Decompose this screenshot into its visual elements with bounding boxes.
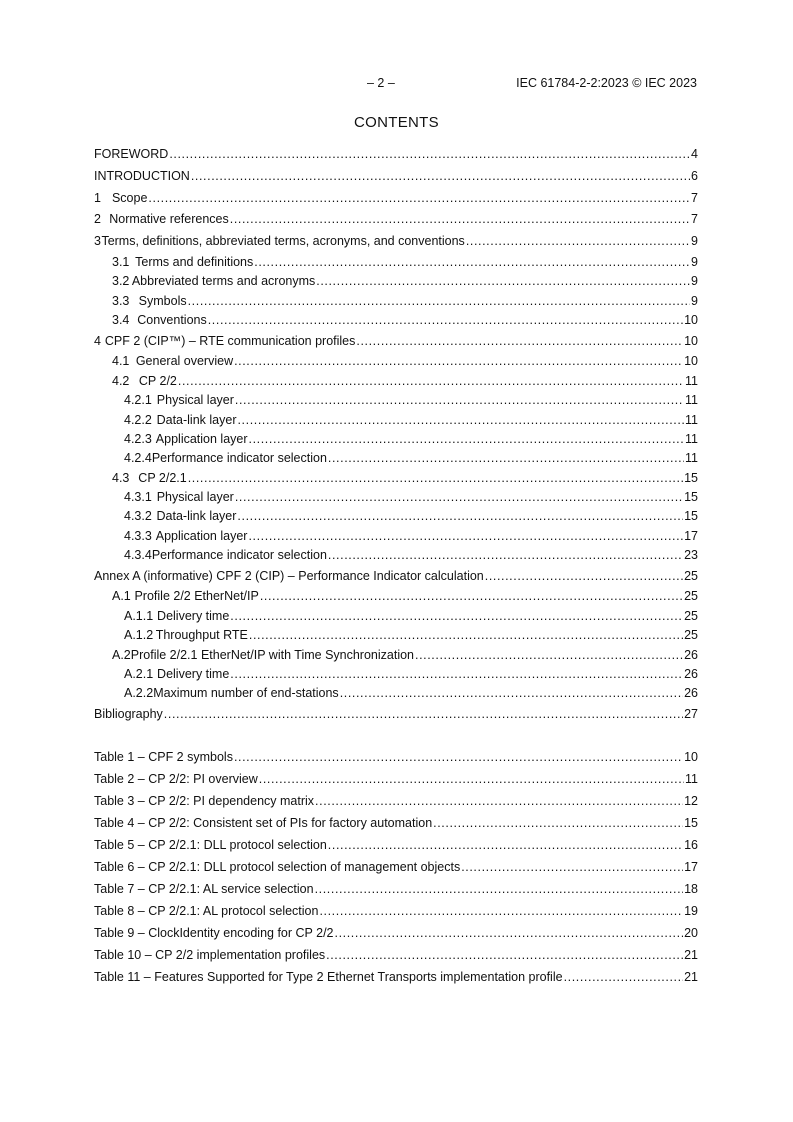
list-of-tables xyxy=(94,746,698,988)
toc-entry-table[interactable] xyxy=(94,746,698,768)
dot-leader xyxy=(230,209,690,231)
toc-entry[interactable] xyxy=(94,566,698,588)
toc-entry-number: A.2.2 xyxy=(124,686,154,701)
toc-entry-number: 4.2.4 xyxy=(124,451,152,466)
toc-entry-page: 18 xyxy=(684,882,698,896)
dot-leader xyxy=(356,331,683,353)
toc-entry-label: Abbreviated terms and acronyms xyxy=(131,274,316,289)
contents-title: CONTENTS xyxy=(354,114,439,131)
toc-entry-label: Application layer xyxy=(155,528,248,543)
toc-entry[interactable] xyxy=(94,684,698,703)
toc-entry-page: 20 xyxy=(684,926,698,940)
toc-entry-label: Physical layer xyxy=(156,490,234,505)
toc-entry-label: CP 2/2 xyxy=(138,373,177,388)
dot-leader xyxy=(188,469,683,488)
toc-entry-page: 15 xyxy=(684,816,698,830)
toc-entry-number: 2 xyxy=(94,212,101,227)
toc-entry-page: 25 xyxy=(684,628,698,643)
toc-entry[interactable] xyxy=(94,391,698,410)
toc-entry-label: Application layer xyxy=(155,431,248,446)
toc-entry-page: 25 xyxy=(684,608,698,623)
toc-entry[interactable] xyxy=(94,704,698,726)
toc-entry-number: 3.3 xyxy=(112,293,130,308)
toc-entry-number: 3.4 xyxy=(112,313,130,328)
toc-entry-page: 25 xyxy=(684,589,698,604)
toc-entry[interactable] xyxy=(94,665,698,684)
dot-leader xyxy=(466,231,690,253)
toc-entry-page: 15 xyxy=(684,490,698,505)
toc-entry-page: 10 xyxy=(684,313,698,328)
dot-leader xyxy=(340,684,683,703)
toc-entry[interactable] xyxy=(94,507,698,526)
toc-entry-number: 4.3.2 xyxy=(124,509,152,524)
toc-entry-number: 4.3 xyxy=(112,470,130,485)
toc-entry[interactable] xyxy=(94,331,698,353)
dot-leader xyxy=(564,966,684,988)
toc-entry-label: Physical layer xyxy=(156,393,234,408)
toc-entry-number: 4.3.4 xyxy=(124,548,152,563)
dot-leader xyxy=(248,527,683,546)
toc-entry-number: 4.1 xyxy=(112,354,130,369)
dot-leader xyxy=(433,812,683,834)
toc-entry-table[interactable] xyxy=(94,922,698,944)
dot-leader xyxy=(164,704,683,726)
toc-entry[interactable] xyxy=(94,449,698,468)
toc-entry[interactable] xyxy=(94,430,698,449)
toc-entry-page: 11 xyxy=(685,393,698,408)
toc-entry-label: Data-link layer xyxy=(156,412,237,427)
toc-entry-page: 4 xyxy=(691,147,698,161)
toc-entry-label: Terms, definitions, abbreviated terms, acronyms, and conventions xyxy=(101,234,465,249)
toc-entry-label: Symbols xyxy=(138,293,187,308)
toc-entry-label: Profile 2/2.1 EtherNet/IP with Time Synchronization xyxy=(130,647,415,662)
toc-entry-page: 17 xyxy=(684,860,698,874)
toc-entry-label: Terms and definitions xyxy=(135,254,254,269)
toc-entry-page: 26 xyxy=(684,647,698,662)
toc-entry[interactable] xyxy=(94,209,698,231)
toc-entry-label: FOREWORD xyxy=(94,147,169,161)
toc-entry-number: A.2.1 xyxy=(124,667,154,681)
toc-entry[interactable] xyxy=(94,272,698,291)
dot-leader xyxy=(234,352,683,371)
dot-leader xyxy=(485,566,683,588)
dot-leader xyxy=(415,646,683,665)
toc-entry-label: General overview xyxy=(135,354,234,369)
toc-entry-label: Delivery time xyxy=(157,608,230,623)
toc-entry-page: 17 xyxy=(684,528,698,543)
dot-leader xyxy=(234,746,683,768)
toc-entry[interactable] xyxy=(94,311,698,330)
toc-entry-label: Scope xyxy=(111,190,148,205)
page-number: – 2 – xyxy=(367,76,395,90)
dot-leader xyxy=(148,188,690,210)
toc-entry-page: 10 xyxy=(684,750,698,764)
toc-entry-page: 9 xyxy=(691,274,698,289)
dot-leader xyxy=(315,790,683,812)
dot-leader xyxy=(230,665,683,684)
toc-entry-label: Table 3 – CP 2/2: PI dependency matrix xyxy=(94,794,315,808)
dot-leader xyxy=(328,546,683,565)
toc-entry-number: 4 xyxy=(94,333,101,348)
toc-entry-number: 4.2 xyxy=(112,373,130,388)
toc-entry-page: 11 xyxy=(685,451,698,466)
toc-entry-label: Table 5 – CP 2/2.1: DLL protocol selection xyxy=(94,838,327,852)
toc-entry-number: A.1.2 xyxy=(124,628,154,643)
toc-entry-page: 9 xyxy=(691,254,698,269)
toc-entry-page: 19 xyxy=(684,904,698,918)
toc-entry-page: 9 xyxy=(691,293,698,308)
toc-entry-number: A.1 xyxy=(112,589,131,604)
dot-leader xyxy=(260,587,683,606)
toc-entry-page: 11 xyxy=(685,412,698,427)
toc-entry-page: 16 xyxy=(684,838,698,852)
dot-leader xyxy=(237,507,683,526)
toc-entry-page: 26 xyxy=(684,667,698,681)
toc-entry-label: INTRODUCTION xyxy=(94,168,190,183)
dot-leader xyxy=(249,430,685,449)
toc-entry-page: 15 xyxy=(684,470,698,485)
dot-leader xyxy=(178,372,684,391)
dot-leader xyxy=(208,311,683,330)
dot-leader xyxy=(191,166,690,188)
toc-entry-number: 4.3.1 xyxy=(124,490,152,505)
toc-entry-label: Profile 2/2 EtherNet/IP xyxy=(134,589,259,604)
toc-entry-page: 12 xyxy=(684,794,698,808)
toc-entry-table[interactable] xyxy=(94,768,698,790)
dot-leader xyxy=(237,411,684,430)
toc-entry-label: Table 7 – CP 2/2.1: AL service selection xyxy=(94,882,314,896)
toc-entry-page: 21 xyxy=(684,948,698,962)
toc-entry-label: Table 11 – Features Supported for Type 2 Ethernet Transports implementation profile xyxy=(94,970,563,984)
toc-entry-page: 9 xyxy=(691,234,698,249)
toc-entry-label: Table 8 – CP 2/2.1: AL protocol selection xyxy=(94,904,319,918)
toc-entry-table[interactable] xyxy=(94,856,698,878)
toc-entry[interactable] xyxy=(94,587,698,606)
dot-leader xyxy=(316,272,690,291)
toc-entry-label: Table 6 – CP 2/2.1: DLL protocol selection of management objects xyxy=(94,860,461,874)
toc-entry-label: Performance indicator selection xyxy=(151,451,327,466)
toc-entry-page: 26 xyxy=(684,686,698,701)
toc-entry-page: 10 xyxy=(684,354,698,369)
toc-entry-number: A.2 xyxy=(112,647,131,662)
toc-entry-label: Delivery time xyxy=(157,667,230,681)
toc-entry-label: Table 10 – CP 2/2 implementation profiles xyxy=(94,948,326,962)
toc-entry-label: Normative references xyxy=(109,212,229,227)
toc-entry-table[interactable] xyxy=(94,790,698,812)
dot-leader xyxy=(254,253,690,272)
toc-entry-number: 1 xyxy=(94,190,101,205)
toc-entry-number: 4.2.1 xyxy=(124,393,152,408)
dot-leader xyxy=(461,856,683,878)
toc-entry[interactable] xyxy=(94,253,698,272)
dot-leader xyxy=(169,144,690,166)
toc-entry-label: Maximum number of end-stations xyxy=(153,686,339,701)
toc-entry-label: Performance indicator selection xyxy=(151,548,327,563)
toc-entry-label: CP 2/2.1 xyxy=(138,470,187,485)
toc-entry-page: 27 xyxy=(684,706,698,721)
dot-leader xyxy=(188,292,690,311)
toc-entry-number: 4.2.2 xyxy=(124,412,152,427)
toc-entry-label: Table 2 – CP 2/2: PI overview xyxy=(94,772,258,786)
toc-entry[interactable] xyxy=(94,488,698,507)
dot-leader xyxy=(235,391,684,410)
toc-entry-label: Table 1 – CPF 2 symbols xyxy=(94,750,233,764)
toc-entry-page: 11 xyxy=(685,431,698,446)
dot-leader xyxy=(328,834,683,856)
toc-entry-page: 7 xyxy=(691,190,698,205)
toc-entry-label: Conventions xyxy=(137,313,207,328)
toc-entry[interactable] xyxy=(94,372,698,391)
toc-entry[interactable] xyxy=(94,469,698,488)
toc-entry[interactable] xyxy=(94,546,698,565)
toc-entry[interactable] xyxy=(94,166,698,188)
toc-entry[interactable] xyxy=(94,527,698,546)
toc-entry-page: 10 xyxy=(684,333,698,348)
toc-entry-page: 21 xyxy=(684,970,698,984)
toc-entry-page: 25 xyxy=(684,568,698,583)
toc-entry-page: 15 xyxy=(684,509,698,524)
toc-entry-number: 4.3.3 xyxy=(124,528,152,543)
table-of-contents xyxy=(94,144,698,726)
toc-entry-number: A.1.1 xyxy=(124,608,154,623)
toc-entry-label: Data-link layer xyxy=(156,509,237,524)
toc-entry[interactable] xyxy=(94,607,698,626)
toc-entry[interactable] xyxy=(94,292,698,311)
dot-leader xyxy=(335,922,684,944)
dot-leader xyxy=(315,878,684,900)
toc-entry-table[interactable] xyxy=(94,944,698,966)
dot-leader xyxy=(249,626,683,645)
toc-entry-label: Bibliography xyxy=(94,706,163,721)
toc-entry[interactable] xyxy=(94,626,698,645)
toc-entry-label: Annex A (informative) CPF 2 (CIP) – Performance Indicator calculation xyxy=(94,568,484,583)
toc-entry-page: 23 xyxy=(684,548,698,563)
page-header xyxy=(0,76,793,92)
toc-entry-page: 11 xyxy=(685,373,698,388)
toc-entry-label: Throughput RTE xyxy=(155,628,248,643)
toc-entry-label: Table 4 – CP 2/2: Consistent set of PIs for factory automation xyxy=(94,816,433,830)
dot-leader xyxy=(328,449,684,468)
dot-leader xyxy=(230,607,683,626)
dot-leader xyxy=(259,768,684,790)
toc-entry-number: 3 xyxy=(94,234,101,249)
toc-entry-number: 3.2 xyxy=(112,274,130,289)
toc-entry[interactable] xyxy=(94,352,698,371)
toc-entry[interactable] xyxy=(94,144,698,166)
toc-entry[interactable] xyxy=(94,411,698,430)
toc-entry-table[interactable] xyxy=(94,966,698,988)
toc-entry-page: 11 xyxy=(685,772,698,786)
toc-entry-table[interactable] xyxy=(94,834,698,856)
toc-entry[interactable] xyxy=(94,646,698,665)
toc-entry-label: CPF 2 (CIP™) – RTE communication profiles xyxy=(104,333,356,348)
toc-entry[interactable] xyxy=(94,231,698,253)
toc-entry-number: 3.1 xyxy=(112,254,130,269)
dot-leader xyxy=(235,488,683,507)
document-id: IEC 61784-2-2:2023 © IEC 2023 xyxy=(516,76,697,90)
toc-entry-page: 7 xyxy=(691,212,698,227)
toc-entry-label: Table 9 – ClockIdentity encoding for CP 2/2 xyxy=(94,926,334,940)
toc-entry-table[interactable] xyxy=(94,812,698,834)
toc-entry-table[interactable] xyxy=(94,878,698,900)
dot-leader xyxy=(319,900,683,922)
dot-leader xyxy=(326,944,683,966)
toc-entry[interactable] xyxy=(94,188,698,210)
toc-entry-page: 6 xyxy=(691,168,698,183)
toc-entry-number: 4.2.3 xyxy=(124,431,152,446)
toc-entry-table[interactable] xyxy=(94,900,698,922)
